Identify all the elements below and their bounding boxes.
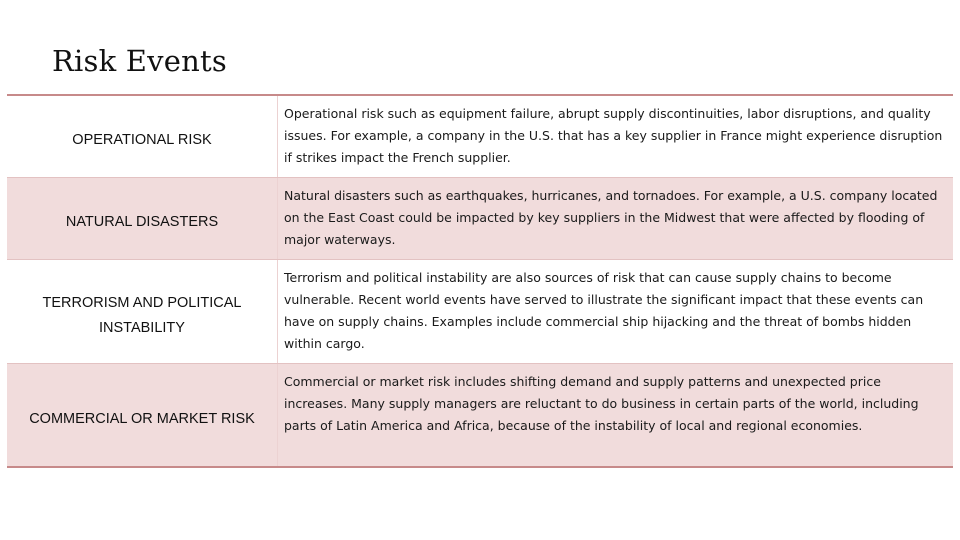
table-row-natural-disasters <box>7 177 953 259</box>
risk-name-cell: TERRORISM AND POLITICAL INSTABILITY <box>7 260 278 363</box>
risk-name-cell: OPERATIONAL RISK <box>7 96 278 177</box>
table-row-operational-risk <box>7 96 953 177</box>
table-row-terrorism-political-instability <box>7 259 953 363</box>
risk-description-cell: Commercial or market risk includes shifting demand and supply patterns and unexpected price increases. Many supply managers are reluctant to do business in certain parts of the world, including parts of Latin America and Africa, because of the instability of local and regional economies. <box>284 374 919 433</box>
risk-table <box>7 94 953 468</box>
risk-description-cell: Operational risk such as equipment failure, abrupt supply discontinuities, labor disruptions, and quality issues. For example, a company in the U.S. that has a key supplier in France might experience disruption if strikes impact the French supplier. <box>284 106 943 165</box>
slide-title: Risk Events <box>52 44 227 78</box>
table-row-commercial-market-risk <box>7 363 953 466</box>
risk-name-cell: COMMERCIAL OR MARKET RISK <box>7 364 278 466</box>
risk-name-cell: NATURAL DISASTERS <box>7 178 278 259</box>
risk-description-cell: Natural disasters such as earthquakes, hurricanes, and tornadoes. For example, a U.S. company located on the East Coast could be impacted by key suppliers in the Midwest that were affected by flooding of major waterways. <box>284 188 938 247</box>
risk-description-cell: Terrorism and political instability are also sources of risk that can cause supply chains to become vulnerable. Recent world events have served to illustrate the significant impact that these events can have on supply chains. Examples include commercial ship hijacking and the threat of bombs hidden within cargo. <box>284 270 924 351</box>
